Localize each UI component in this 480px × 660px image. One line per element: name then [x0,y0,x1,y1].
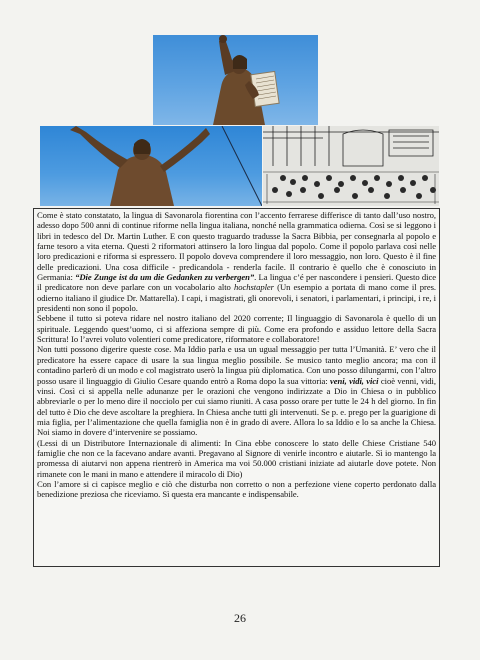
woodcut-picture [263,126,439,206]
latin-phrase: veni, vidi, vici [330,375,379,386]
image-woodcut [263,126,439,206]
word-hochstapler: hochstapler [233,282,274,293]
german-quote: “Die Zunge ist da um die Gedanken zu verbergen” [75,272,255,283]
statue-arms-picture [40,126,262,206]
paragraph-1-part-b: . La lingua c’é per nascondere i pensieri. Questo dice il predicatore non deve parlare con un vocabolario alto [37,272,436,293]
statue-book-picture [153,35,318,125]
article-text-box [33,208,440,567]
paragraph-4: (Lessi di un Distributore Internazionale di alimenti: In Cina ebbe conoscere lo stato delle Chiese Cristiane 540 famiglie che non ce la facevano andare avanti. Pregavano al Signore di venirle incontro e aiutarle. Sì io mantengo la promessa di aiutarvi non appena rientrerò in America ma voi 50.000 cristiani iniziate ad aiutarle dove potete. Non rimanete con le mani in mano e attendere il miracolo di Dio) [37,437,436,479]
paragraph-2: Sebbene il tutto si poteva ridare nel nostro italiano del 2020 corrente; Il linguaggio di Savonarola è quello di un spirituale. Leggendo quest’uomo, ci si affeziona sempre di più. Come era profondo e assiduo lettore della Sacra Scrittura! Io l’avrei voluto volentieri come predicatore, riformatore e collaboratore! [37,313,436,345]
image-statue-arms [40,126,262,206]
page-number: 26 [234,611,246,625]
paragraph-1-part-a: Come è stato constatato, la lingua di Savonarola fiorentina con l’accento ferrarese differisce di tanto dall’uso nostro, adesso dopo 500 anni di continue riforme nella lingua italiana, nonché nella grammatica odierna. Così se si leggono i libri in tedesco del Dr. Martin Luther. E con questo traguardo tradusse la Sacra Bibbia, per consegnarla al popolo e farne tesoro a vita eterna. Questi 2 riformatori attinsero la loro lingua dal popolo. Come il popolo parlava così nelle loro predicazioni e riforma si espressero. Il popolo doveva comprendere il loro messaggio, non loro. Questo è il fine delle predicazioni. Una cosa difficile - predicandola - renderla facile. Il contrario è quello che è conosciuto in Germania: [37,210,436,283]
image-statue-book [153,35,318,125]
paragraph-3-part-a: Non tutti possono digerire queste cose. Ma Iddio parla e usa un ugual messaggio per tutta l’Umanità. E’ vero che il predicatore ha essere capace di usare la sua lingua meglio possibile. Se musico tanto meglio ancora; ma con il contadino parlerò di un modo e col magistrato userò la lingua più diplomatica. Con uno posso dilungarmi, con l’altro posso usare il linguaggio di Giulio Cesare quando entrò a Roma dopo la sua vittoria: [37,344,436,386]
paragraph-3-part-b: cioè venni, vidi, vinsi. Così ci si appella nelle adunanze per le orazioni che vengono indirizzate a Dio in Chiesa o in pubblico abbreviarle o per lo meno dire il nocciolo per cui siamo riuniti. A casa posso orare per tutte le 24 h del giorno. In fin del tutto è Dio che deve ascoltare la preghiera. In Chiesa anche tutti gli intervenuti. Se p. e. prego per la guarigione di mia figlia, per l’alimentazione che quella famiglia non è in grado di avere. Allora lo sa Iddio e lo sa anche la Chiesa. Noi siamo in dovere d’intervenire se possiamo. [37,375,436,438]
paragraph-1-part-c: (Un esempio a portata di mano come il pres. odierno italiano il giudice Dr. Mattarella). I capi, i magistrati, gli onorevoli, i senatori, i parlamentari, i principi, i re, i presidenti non sono il popolo. [37,282,436,314]
paragraph-1 [37,210,436,313]
paragraph-5: Con l’amore si ci capisce meglio e ciò che disturba non corretto o non a perfezione viene coperto perdonato dalla benedizione preziosa che riceviamo. Sì questa era mancante e indispensabile. [37,478,436,500]
paragraph-3 [37,344,436,437]
